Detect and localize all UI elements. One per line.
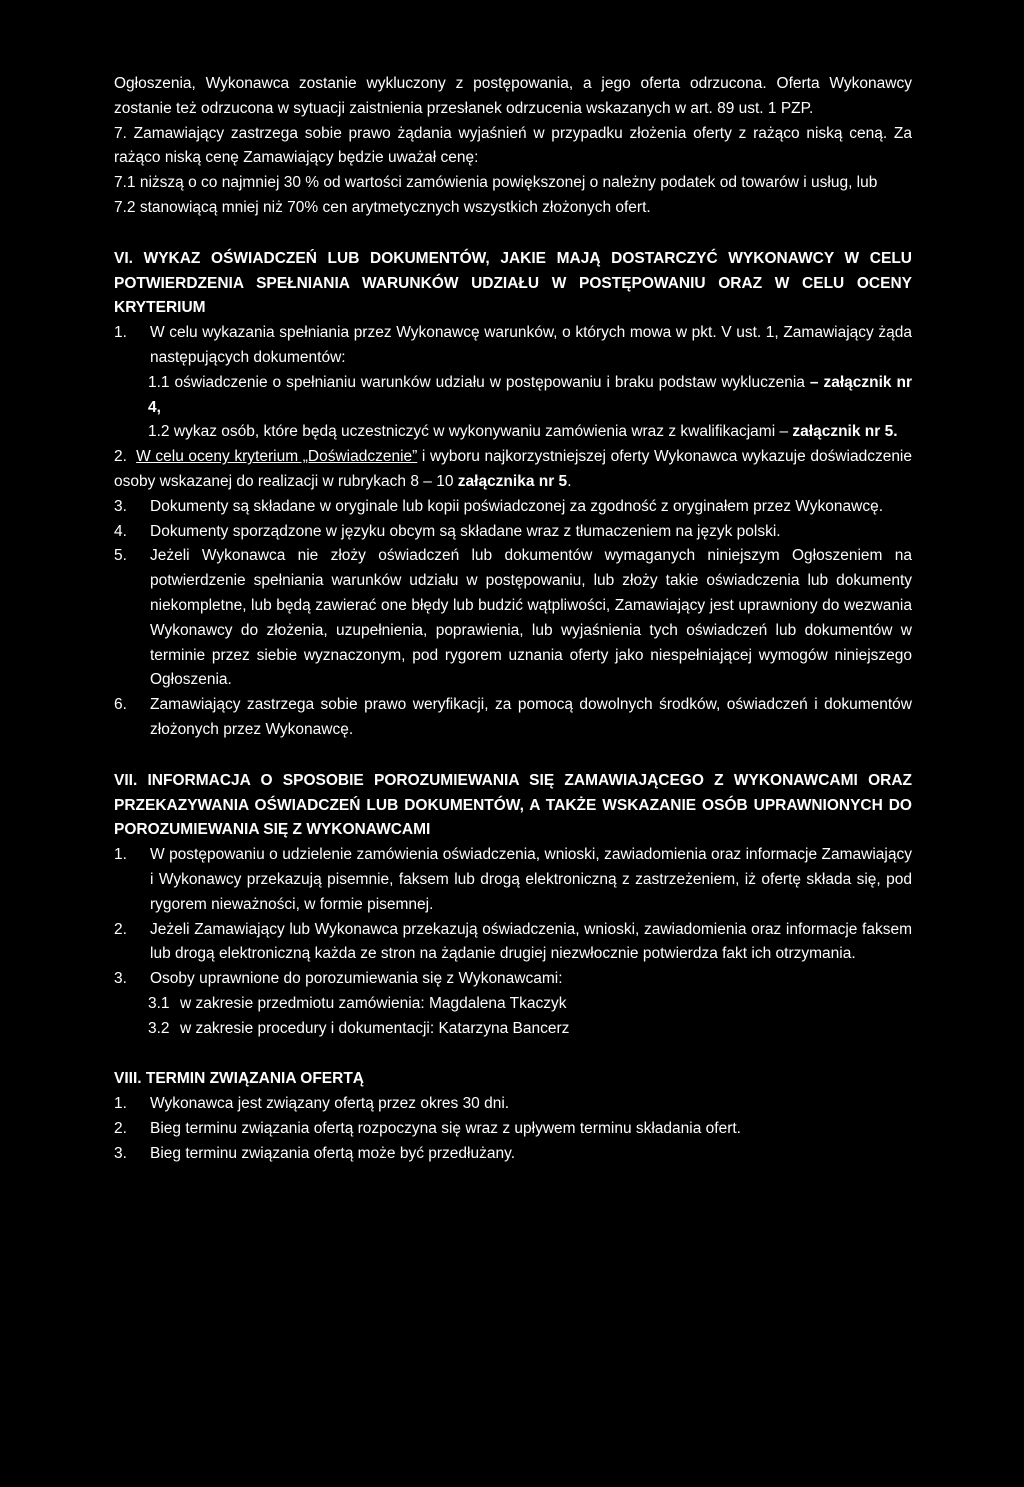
s7-item-3-1-text: w zakresie przedmiotu zamówienia: Magdalena Tkaczyk bbox=[180, 994, 567, 1012]
s6-item-4-num: 4. bbox=[114, 522, 127, 540]
s6-item-5-num: 5. bbox=[114, 547, 127, 565]
item-7: 7. Zamawiający zastrzega sobie prawo żądania wyjaśnień w przypadku złożenia oferty z rażąco niską ceną. Za rażąco niską cenę Zamawiający będzie uważał cenę: bbox=[114, 124, 912, 167]
section-6-heading: VI. WYKAZ OŚWIADCZEŃ LUB DOKUMENTÓW, JAKIE MAJĄ DOSTARCZYĆ WYKONAWCY W CELU POTWIERDZENIA SPEŁNIANIA WARUNKÓW UDZIAŁU W POSTĘPOWANIU ORAZ W CELU OCENY KRYTERIUM bbox=[114, 249, 912, 317]
s6-item-1-1-attachment: – załącznik nr 4, bbox=[148, 373, 912, 416]
s7-item-3-num: 3. bbox=[114, 970, 127, 988]
s7-item-2-num: 2. bbox=[114, 920, 127, 938]
s6-item-2-attachment: załącznika nr 5 bbox=[457, 472, 568, 490]
s8-item-1-text: Wykonawca jest związany ofertą przez okres 30 dni. bbox=[150, 1095, 510, 1113]
s7-item-2 bbox=[114, 918, 912, 968]
s7-item-1-num: 1. bbox=[114, 846, 127, 864]
s6-item-6-num: 6. bbox=[114, 696, 127, 714]
s8-item-2 bbox=[114, 1117, 912, 1142]
s6-item-1-2-num: 1.2 bbox=[148, 423, 170, 441]
s7-item-3-2-num: 3.2 bbox=[148, 1019, 170, 1037]
s8-item-1-num: 1. bbox=[114, 1095, 127, 1113]
s6-item-1-2 bbox=[148, 420, 912, 445]
s6-item-3-num: 3. bbox=[114, 497, 127, 515]
s6-item-2 bbox=[114, 445, 912, 495]
section-7-heading: VII. INFORMACJA O SPOSOBIE POROZUMIEWANIA SIĘ ZAMAWIAJĄCEGO Z WYKONAWCAMI ORAZ PRZEKAZYWANIA OŚWIADCZEŃ LUB DOKUMENTÓW, A TAKŻE WSKAZANIE OSÓB UPRAWNIONYCH DO POROZUMIEWANIA SIĘ Z WYKONAWCAMI bbox=[114, 771, 912, 839]
s6-item-4 bbox=[114, 520, 912, 545]
s6-item-1-num: 1. bbox=[114, 324, 127, 342]
s6-item-3 bbox=[114, 495, 912, 520]
item-7-2: 7.2 stanowiącą mniej niż 70% cen arytmetycznych wszystkich złożonych ofert. bbox=[114, 198, 651, 216]
s6-item-2-criterion: W celu oceny kryterium „Doświadczenie” bbox=[136, 448, 418, 466]
intro-paragraph: Ogłoszenia, Wykonawca zostanie wykluczony z postępowania, a jego oferta odrzucona. Oferta Wykonawcy zostanie też odrzucona w sytuacji zaistnienia przesłanek odrzucenia wskazanych w art. 89 ust. 1 PZP. bbox=[114, 75, 912, 117]
s6-item-1-2-attachment: załącznik nr 5. bbox=[792, 423, 898, 441]
s7-item-2-text: Jeżeli Zamawiający lub Wykonawca przekazują oświadczenia, wnioski, zawiadomienia oraz informacje faksem lub drogą elektroniczną każda ze stron na żądanie drugiej niezwłocznie potwierdza fakt ich otrzymania. bbox=[150, 920, 912, 963]
s6-item-2-end: . bbox=[567, 472, 572, 490]
section-8-heading: VIII. TERMIN ZWIĄZANIA OFERTĄ bbox=[114, 1070, 364, 1088]
item-7-1: 7.1 niższą o co najmniej 30 % od wartości zamówienia powiększonej o należny podatek od towarów i usług, lub bbox=[114, 174, 878, 192]
s7-item-3-1 bbox=[148, 992, 912, 1017]
s6-item-5 bbox=[114, 544, 912, 693]
s6-item-1 bbox=[114, 321, 912, 371]
s6-item-1-text: W celu wykazania spełniania przez Wykonawcę warunków, o których mowa w pkt. V ust. 1, Zamawiający żąda następujących dokumentów: bbox=[150, 324, 912, 366]
s7-item-3-2-text: w zakresie procedury i dokumentacji: Katarzyna Bancerz bbox=[180, 1019, 570, 1037]
s8-item-2-num: 2. bbox=[114, 1120, 127, 1138]
s8-item-1 bbox=[114, 1092, 912, 1117]
s6-item-1-1 bbox=[148, 371, 912, 421]
s7-item-3-2 bbox=[148, 1017, 912, 1042]
s6-item-2-text: i wyboru najkorzystniejszej oferty Wykonawca wykazuje doświadczenie osoby wskazanej do realizacji w rubrykach 8 – 10 bbox=[114, 448, 912, 490]
s6-item-3-text: Dokumenty są składane w oryginale lub kopii poświadczonej za zgodność z oryginałem przez Wykonawcę. bbox=[150, 497, 884, 515]
s6-item-2-num: 2. bbox=[114, 448, 127, 466]
s6-item-6 bbox=[114, 693, 912, 743]
s8-item-3-text: Bieg terminu związania ofertą może być przedłużany. bbox=[150, 1144, 515, 1162]
document-page bbox=[114, 72, 912, 1167]
s6-item-4-text: Dokumenty sporządzone w języku obcym są składane wraz z tłumaczeniem na język polski. bbox=[150, 522, 781, 540]
s7-item-3-text: Osoby uprawnione do porozumiewania się z Wykonawcami: bbox=[150, 970, 563, 988]
s6-item-5-text: Jeżeli Wykonawca nie złoży oświadczeń lub dokumentów wymaganych niniejszym Ogłoszeniem na potwierdzenie spełniania warunków udziału w postępowaniu, lub złoży takie oświadczenia lub dokumenty niekompletne, lub będą zawierać one błędy lub budzić wątpliwości, Zamawiający jest uprawniony do wezwania Wykonawcy do złożenia, uzupełnienia, poprawienia, lub wyjaśnienia tych oświadczeń lub dokumentów w terminie przez siebie wyznaczonym, pod rygorem uznania oferty jako niespełniającej wymogów niniejszego Ogłoszenia. bbox=[150, 547, 912, 689]
s6-item-1-2-text: wykaz osób, które będą uczestniczyć w wykonywaniu zamówienia wraz z kwalifikacjami – bbox=[173, 423, 789, 441]
s8-item-2-text: Bieg terminu związania ofertą rozpoczyna się wraz z upływem terminu składania ofert. bbox=[150, 1120, 741, 1138]
s8-item-3 bbox=[114, 1142, 912, 1167]
s7-item-1-text: W postępowaniu o udzielenie zamówienia oświadczenia, wnioski, zawiadomienia oraz informacje Zamawiający i Wykonawcy przekazują pisemnie, faksem lub drogą elektroniczną z zastrzeżeniem, iż ofertę składa się, pod rygorem nieważności, w formie pisemnej. bbox=[150, 846, 912, 913]
s8-item-3-num: 3. bbox=[114, 1144, 127, 1162]
s7-item-3 bbox=[114, 967, 912, 992]
s6-item-6-text: Zamawiający zastrzega sobie prawo weryfikacji, za pomocą dowolnych środków, oświadczeń i dokumentów złożonych przez Wykonawcę. bbox=[150, 696, 912, 738]
s6-item-1-1-text: oświadczenie o spełnianiu warunków udziału w postępowaniu i braku podstaw wykluczenia bbox=[174, 373, 805, 391]
s7-item-3-1-num: 3.1 bbox=[148, 994, 170, 1012]
s7-item-1 bbox=[114, 843, 912, 917]
s6-item-1-1-num: 1.1 bbox=[148, 373, 170, 391]
